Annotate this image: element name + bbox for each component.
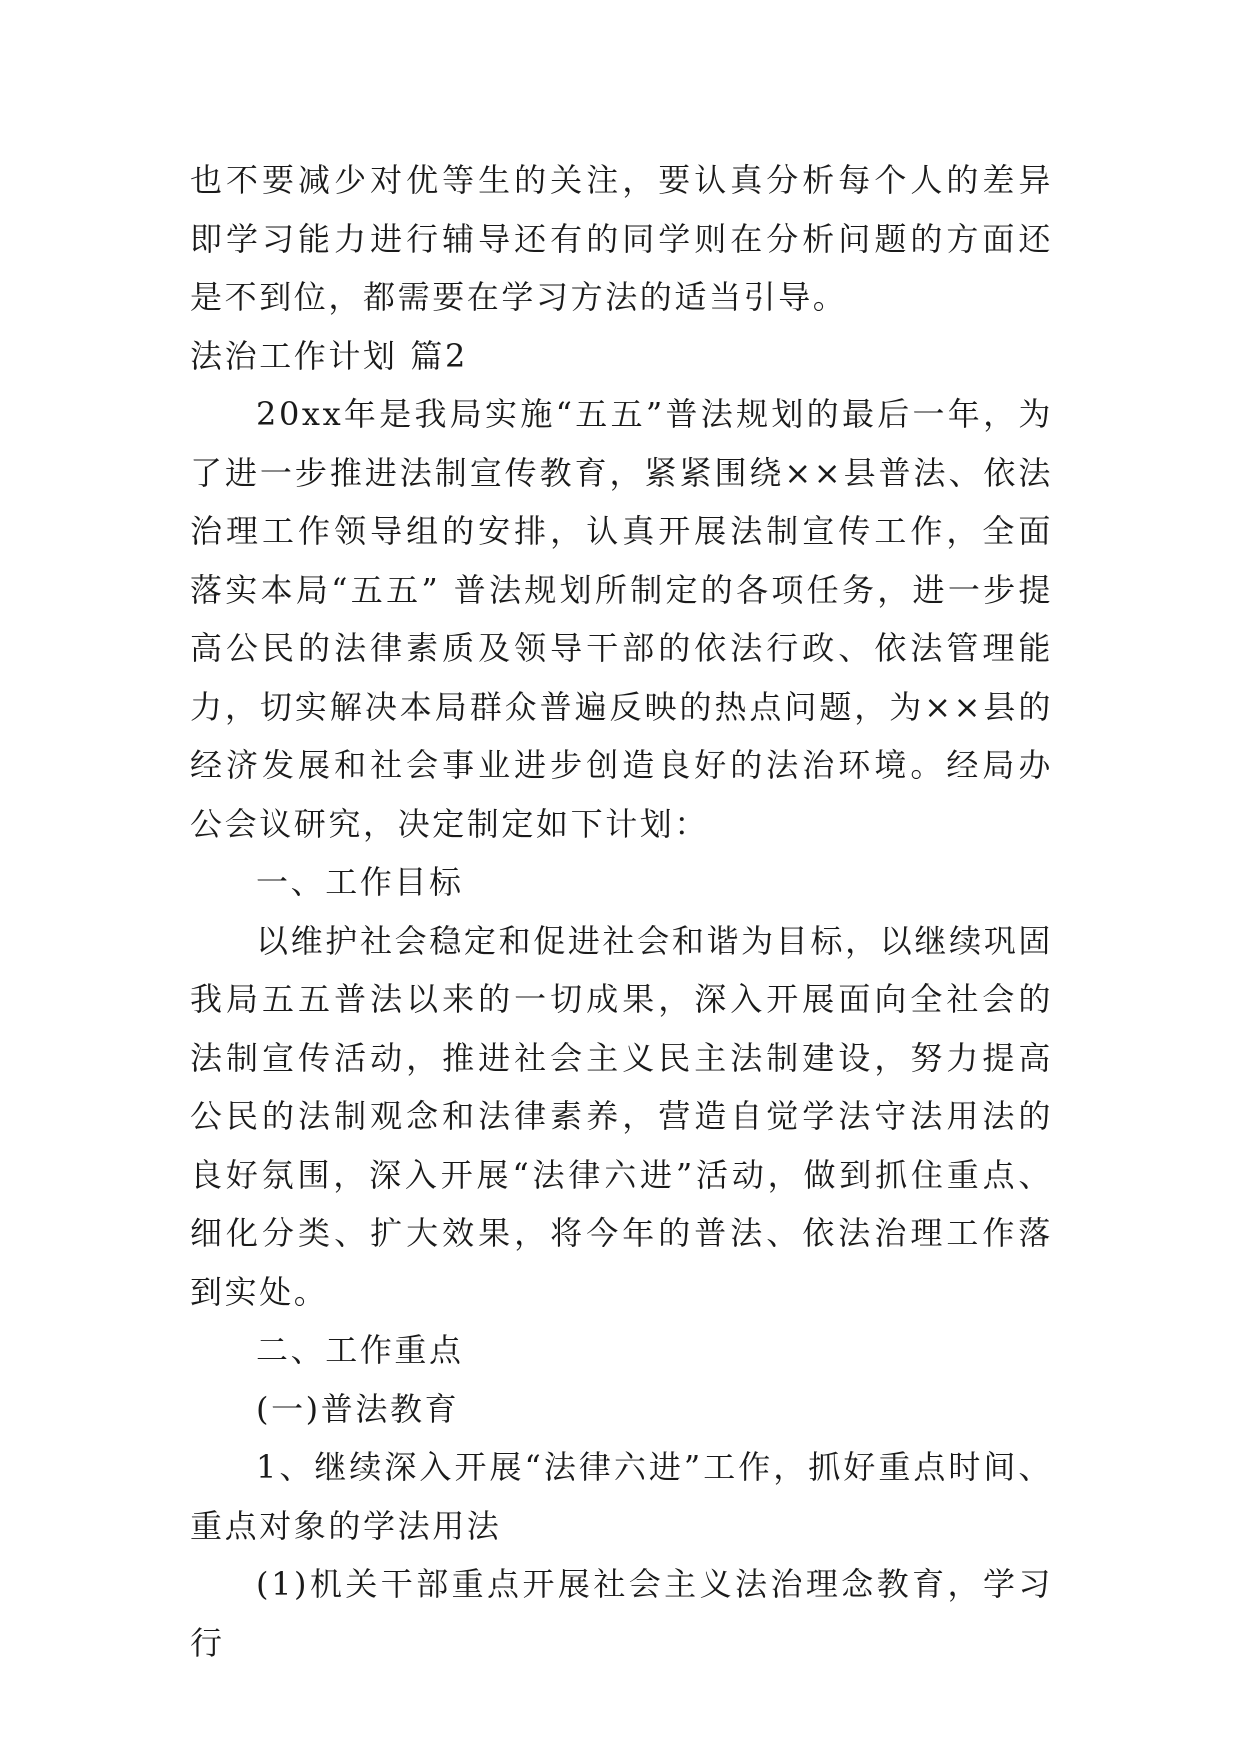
paragraph-work-goals: 以维护社会稳定和促进社会和谐为目标，以继续巩固我局五五普法以来的一切成果，深入开展面向全社会的法制宣传活动，推进社会主义民主法制建设，努力提高公民的法制观念和法律素养，营造自觉学法守法用法的良好氛围，深入开展“法律六进”活动，做到抓住重点、细化分类、扩大效果，将今年的普法、依法治理工作落到实处。 bbox=[190, 921, 1053, 1311]
document-body bbox=[190, 151, 1053, 1672]
section-heading-plan-2: 法治工作计划 篇2 bbox=[190, 336, 468, 375]
heading-work-goals: 一、工作目标 bbox=[256, 863, 464, 901]
heading-work-focus: 二、工作重点 bbox=[256, 1331, 464, 1369]
paragraph-intro: 20xx年是我局实施“五五”普法规划的最后一年，为了进一步推进法制宣传教育，紧紧围绕××县普法、依法治理工作领导组的安排，认真开展法制宣传工作，全面落实本局“五五” 普法规划所制定的各项任务，进一步提高公民的法律素质及领导干部的依法行政、依法管理能力，切实解决本局群众普遍反映的热点问题，为××县的经济发展和社会事业进步创造良好的法治环境。经局办公会议研究，决定制定如下计划： bbox=[190, 395, 1053, 843]
paragraph-continuation: 也不要减少对优等生的关注，要认真分析每个人的差异即学习能力进行辅导还有的同学则在分析问题的方面还是不到位，都需要在学习方法的适当引导。 bbox=[190, 161, 1053, 316]
heading-legal-education: (一)普法教育 bbox=[256, 1389, 460, 1428]
paragraph-item-1: 1、继续深入开展“法律六进”工作，抓好重点时间、重点对象的学法用法 bbox=[190, 1448, 1053, 1545]
paragraph-item-1-1: (1)机关干部重点开展社会主义法治理念教育，学习行 bbox=[190, 1565, 1053, 1662]
